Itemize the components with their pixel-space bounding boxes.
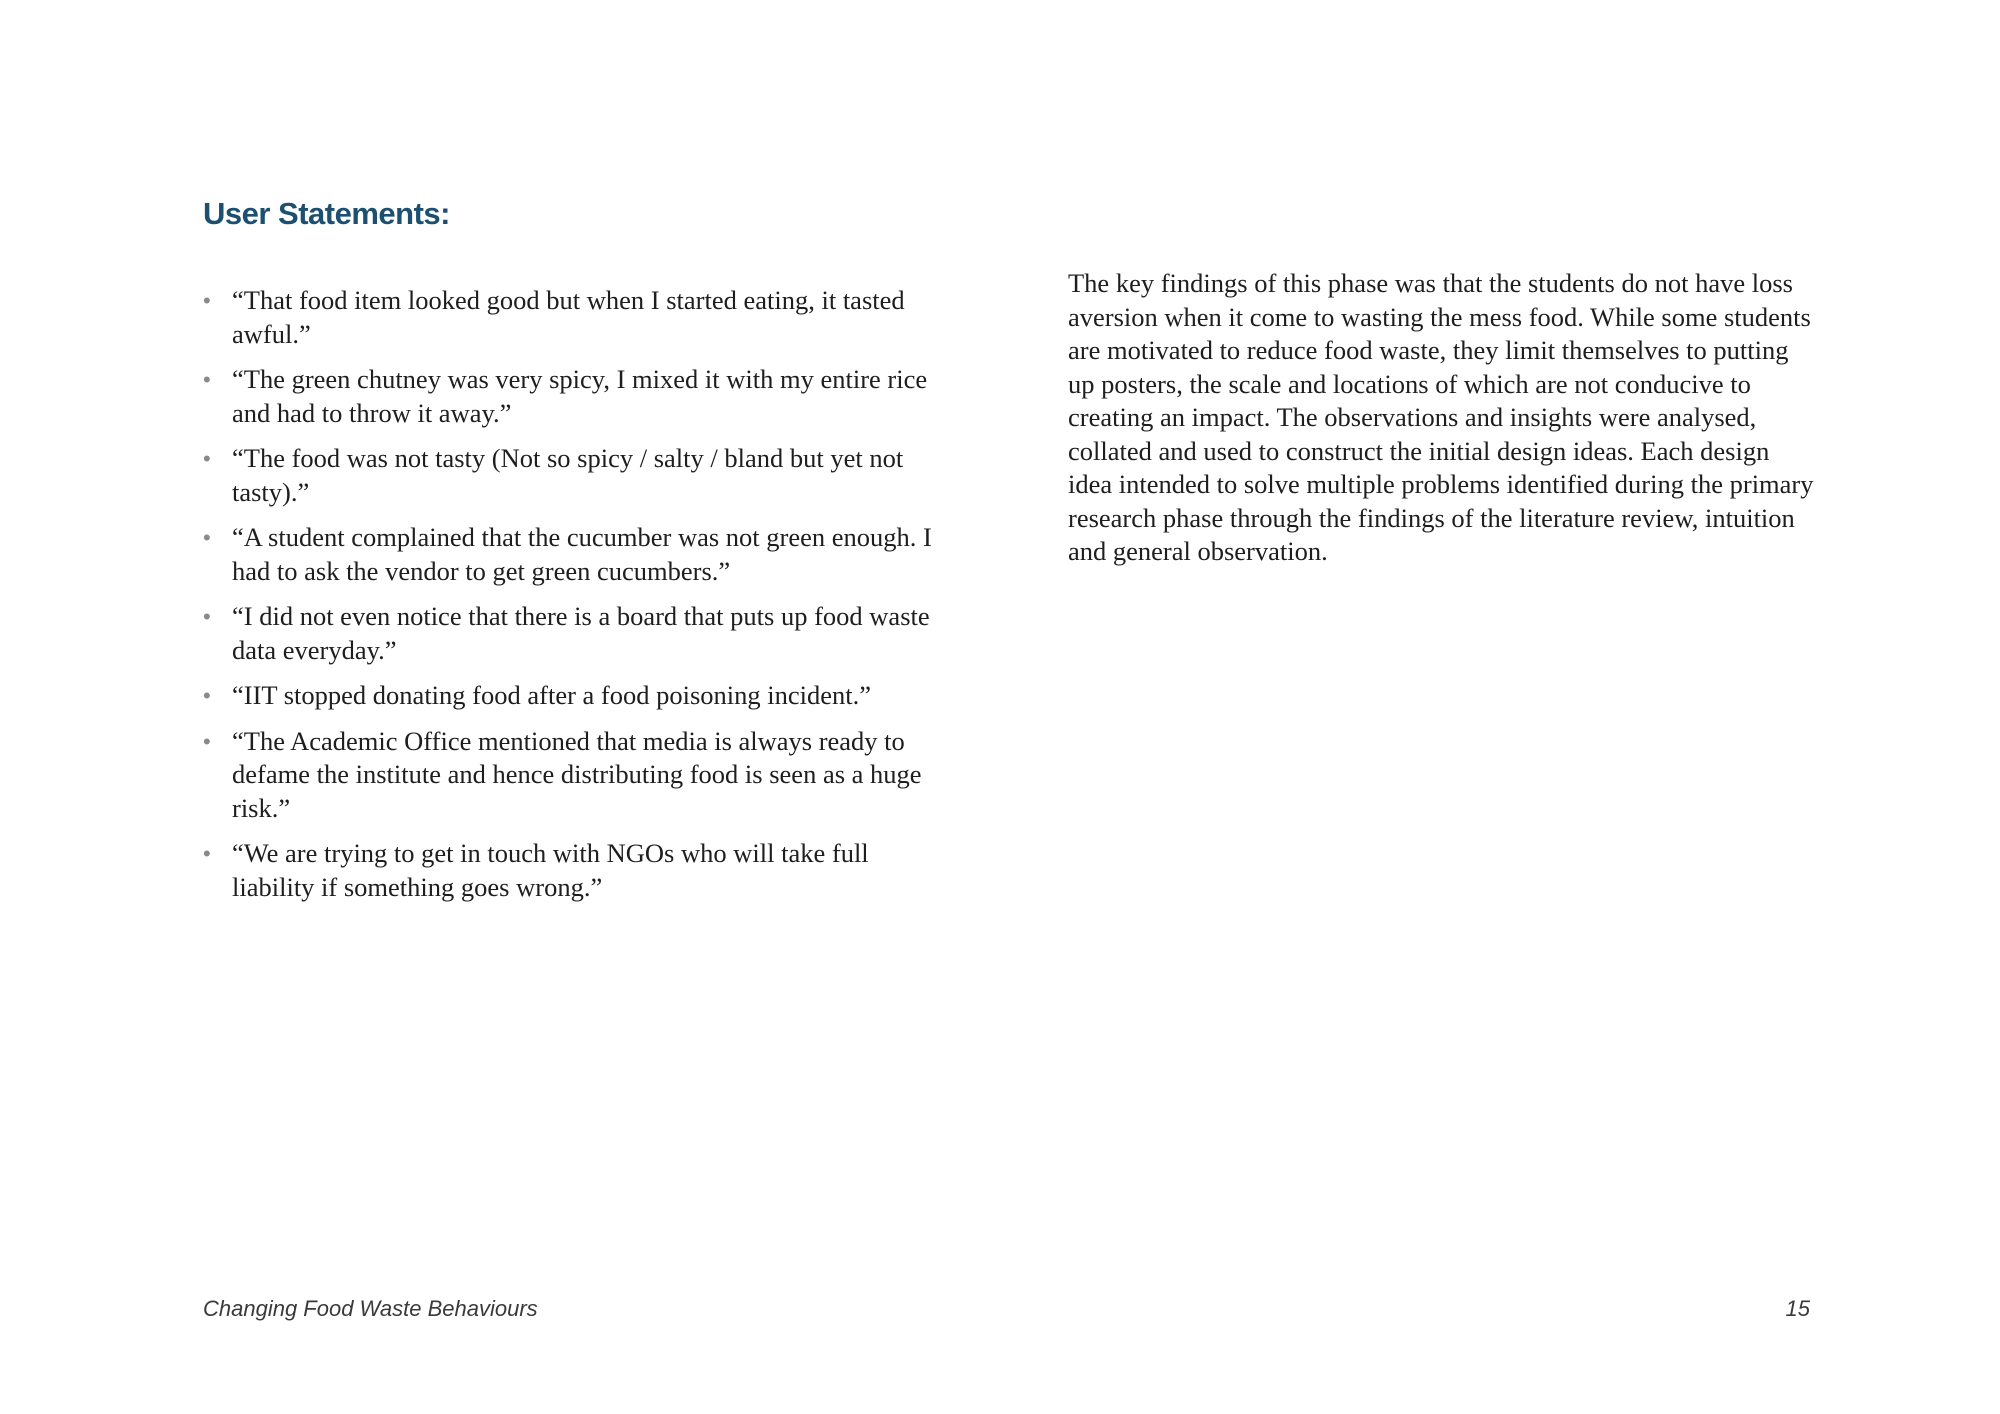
list-item (203, 284, 943, 351)
list-item (203, 679, 943, 713)
bullet-icon: • (203, 841, 211, 866)
statement-text: “The green chutney was very spicy, I mixed it with my entire rice and had to throw it away.” (232, 364, 928, 428)
statement-text: “That food item looked good but when I started eating, it tasted awful.” (232, 285, 905, 349)
list-item (203, 442, 943, 509)
statement-text: “The Academic Office mentioned that media is always ready to defame the institute and hence distributing food is seen as a huge risk.” (232, 725, 922, 823)
bullet-icon: • (203, 288, 211, 313)
statement-text: “I did not even notice that there is a board that puts up food waste data everyday.” (232, 601, 930, 665)
statement-text: “A student complained that the cucumber was not green enough. I had to ask the vendor to get green cucumbers.” (232, 522, 932, 586)
bullet-icon: • (203, 604, 211, 629)
key-findings-paragraph: The key findings of this phase was that the students do not have loss aversion when it come to wasting the mess food. While some students are motivated to reduce food waste, they limit themselves to putting up posters, the scale and locations of which are not conducive to creating an impact. The observations and insights were analysed, collated and used to construct the initial design ideas. Each design idea intended to solve multiple problems identified during the primary research phase through the findings of the literature review, intuition and general observation. (1068, 268, 1814, 566)
page-number: 15 (1785, 1296, 1810, 1321)
list-item (203, 363, 943, 430)
bullet-icon: • (203, 446, 211, 471)
list-item (203, 521, 943, 588)
bullet-icon: • (203, 367, 211, 392)
list-item (203, 837, 943, 904)
section-heading: User Statements: (203, 196, 450, 231)
bullet-icon: • (203, 728, 211, 754)
statement-text: “We are trying to get in touch with NGOs who will take full liability if something goes wrong.” (232, 838, 869, 902)
bullet-icon: • (203, 525, 211, 550)
statement-text: “IIT stopped donating food after a food poisoning incident.” (232, 680, 872, 710)
list-item (203, 725, 943, 826)
statement-text: “The food was not tasty (Not so spicy / salty / bland but yet not tasty).” (232, 443, 904, 507)
user-statements-list (203, 284, 943, 916)
bullet-icon: • (203, 683, 211, 708)
list-item (203, 600, 943, 667)
footer-document-title: Changing Food Waste Behaviours (203, 1296, 538, 1321)
